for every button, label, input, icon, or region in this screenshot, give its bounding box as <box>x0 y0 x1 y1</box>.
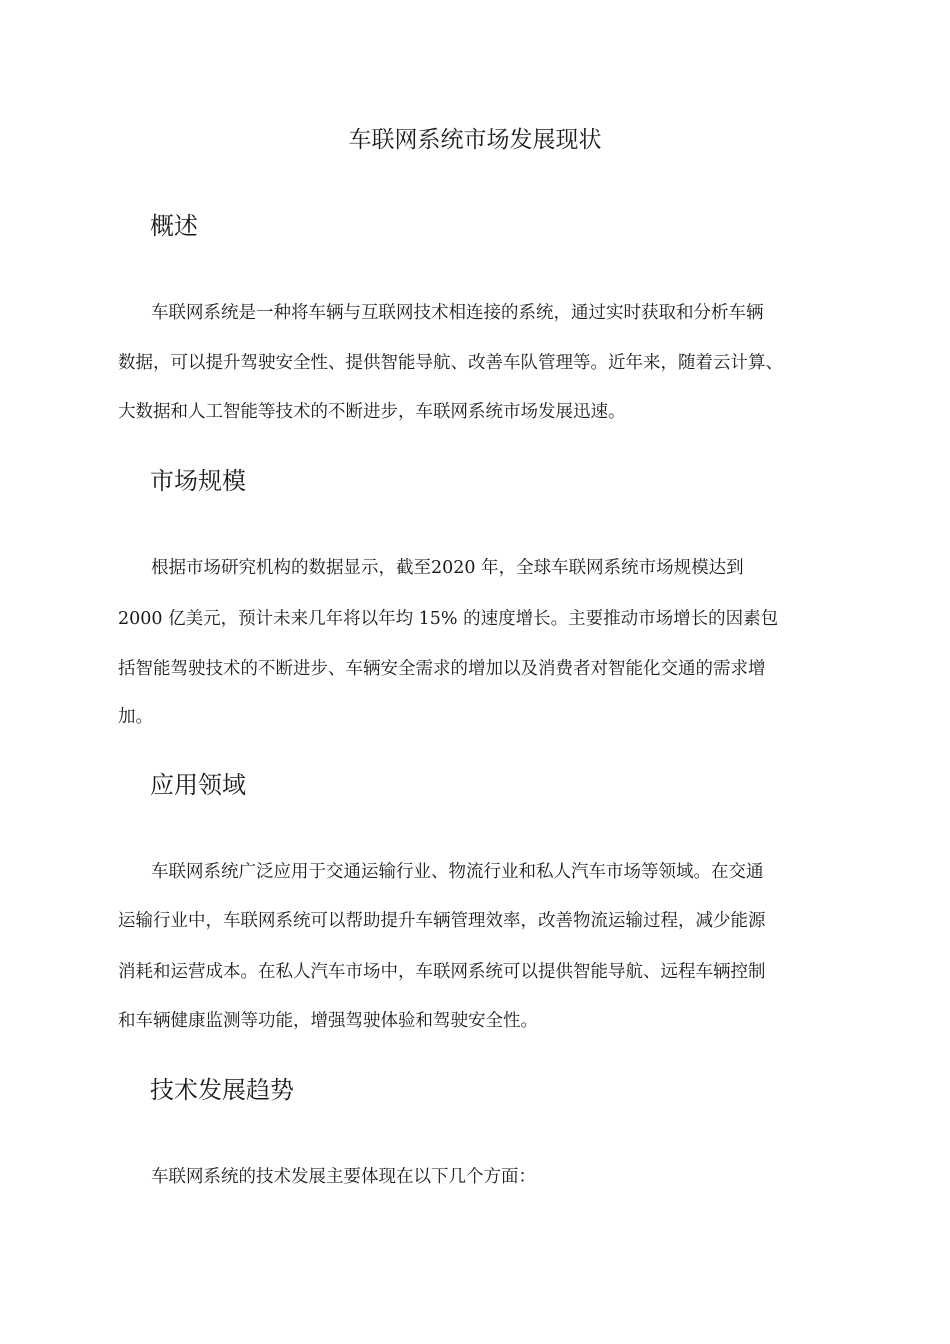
paragraph-line: 数据，可以提升驾驶安全性、提供智能导航、改善车队管理等。近年来，随着云计算、 <box>118 353 783 373</box>
document-title: 车联网系统市场发展现状 <box>348 127 602 153</box>
section-heading-market-size: 市场规模 <box>150 467 246 495</box>
paragraph-line: 消耗和运营成本。在私人汽车市场中，车联网系统可以提供智能导航、远程车辆控制 <box>118 962 766 982</box>
paragraph-line: 大数据和人工智能等技术的不断进步，车联网系统市场发展迅速。 <box>118 402 626 422</box>
paragraph-line: 根据市场研究机构的数据显示，截至2020 年，全球车联网系统市场规模达到 <box>151 558 744 578</box>
paragraph-line: 和车辆健康监测等功能，增强驾驶体验和驾驶安全性。 <box>118 1011 538 1031</box>
paragraph-line: 车联网系统广泛应用于交通运输行业、物流行业和私人汽车市场等领域。在交通 <box>151 862 764 882</box>
section-heading-tech-trends: 技术发展趋势 <box>150 1076 294 1104</box>
section-heading-applications: 应用领域 <box>150 771 246 799</box>
paragraph-line: 运输行业中，车联网系统可以帮助提升车辆管理效率，改善物流运输过程，减少能源 <box>118 911 766 931</box>
paragraph-line: 车联网系统的技术发展主要体现在以下几个方面： <box>151 1167 536 1187</box>
paragraph-line: 2000 亿美元，预计未来几年将以年均 15% 的速度增长。主要推动市场增长的因素包 <box>118 609 779 629</box>
section-heading-overview: 概述 <box>150 212 198 240</box>
paragraph-line: 括智能驾驶技术的不断进步、车辆安全需求的增加以及消费者对智能化交通的需求增 <box>118 659 766 679</box>
paragraph-line: 加。 <box>118 707 153 727</box>
paragraph-line: 车联网系统是一种将车辆与互联网技术相连接的系统，通过实时获取和分析车辆 <box>151 303 764 323</box>
